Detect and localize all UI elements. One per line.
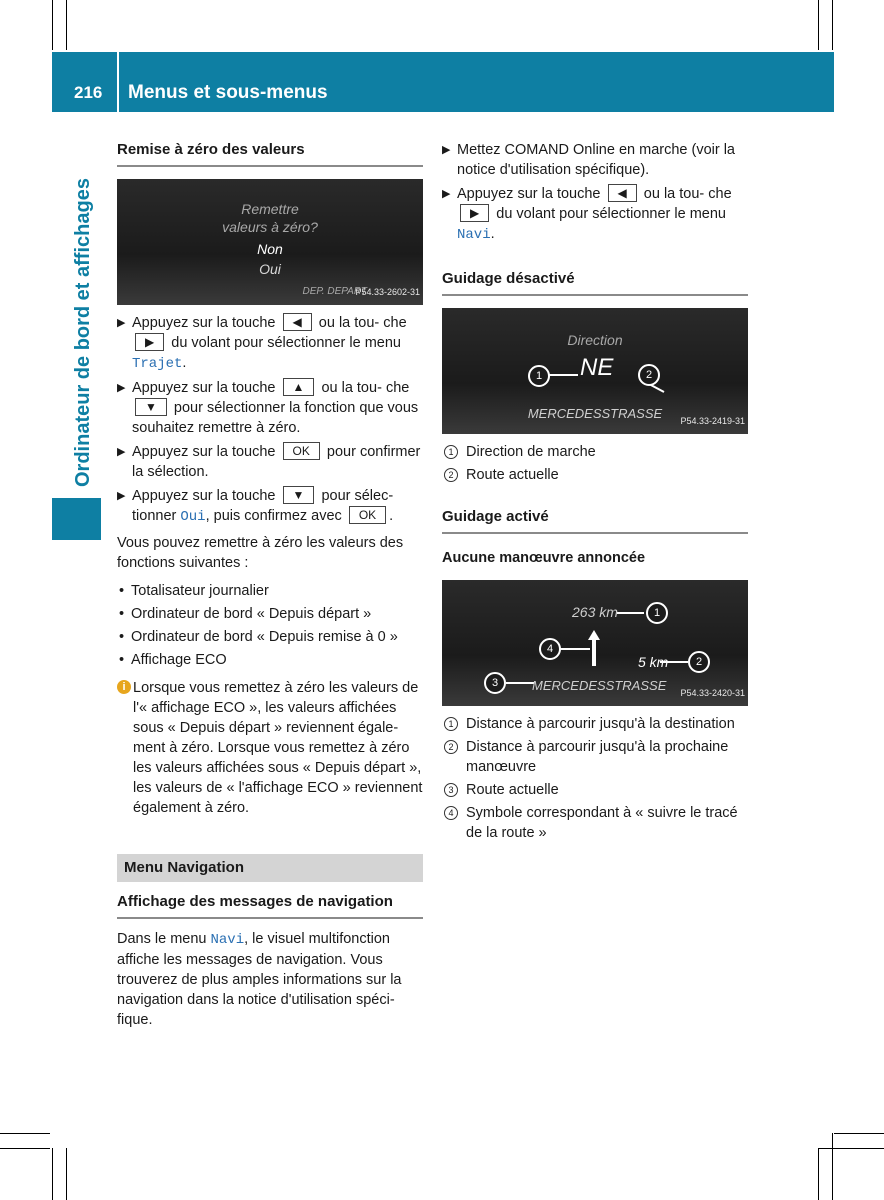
- distance-to-destination: 263 km: [572, 604, 618, 620]
- step-arrow-icon: ▶: [117, 490, 126, 502]
- crop-mark: [818, 0, 819, 50]
- callout-1: 1: [528, 365, 550, 387]
- screen-footer: DEP. DEPART: [302, 286, 367, 297]
- screen-line: Remettre: [241, 201, 299, 217]
- chapter-side-label: Ordinateur de bord et affichages: [72, 178, 94, 487]
- crop-mark: [52, 1148, 53, 1200]
- info-note: [117, 678, 423, 818]
- legend-item: 1 Distance à parcourir jusqu'à la destination: [442, 714, 748, 734]
- step: ▶ Appuyez sur la touche ◀ ou la tou- che ▶ du volant pour sélectionner le menu Navi.: [442, 186, 732, 243]
- crop-mark: [66, 0, 67, 50]
- crop-mark: [834, 1133, 884, 1134]
- legend-number: 1: [444, 445, 458, 459]
- screen-direction-value: NE: [580, 354, 614, 381]
- screen-street: MERCEDESSTRASSE: [532, 678, 667, 693]
- screen-guidance-on: [442, 580, 748, 706]
- nav-paragraph: Dans le menu Navi, le visuel multifonction affiche les messages de navigation. Vous trouverez de plus amples informations sur la navigation dans la notice d'utilisation spécifique.: [117, 931, 402, 1028]
- info-text: Lorsque vous remettez à zéro les valeurs de l'« affichage ECO », les valeurs affichées sous « Depuis départ » reviennent également à zéro. Lorsque vous remettez à zéro les valeurs affichées sous « Depuis départ », les valeurs de « l'affichage ECO » reviennent également à zéro.: [133, 680, 423, 816]
- step-arrow-icon: ▶: [442, 188, 451, 200]
- figure-code: P54.33-2419-31: [680, 416, 745, 426]
- crop-mark: [66, 1148, 67, 1200]
- callout-4: 4: [539, 638, 561, 660]
- step-arrow-icon: ▶: [117, 382, 126, 394]
- legend-number: 4: [444, 806, 458, 820]
- legend-item: 3 Route actuelle: [442, 780, 748, 800]
- distance-to-maneuver: 5 km: [638, 654, 669, 670]
- header-divider: [117, 52, 119, 112]
- list-item: • Affichage ECO: [117, 650, 423, 670]
- legend-number: 2: [444, 468, 458, 482]
- legend-item: 2 Route actuelle: [442, 465, 748, 485]
- crop-mark: [832, 0, 833, 50]
- list-item: • Ordinateur de bord « Depuis remise à 0 »: [117, 627, 423, 647]
- step: ▶ Appuyez sur la touche ▼ pour sélec- tionner Oui, puis confirmez avec OK .: [117, 488, 394, 525]
- chapter-tab-marker: [52, 498, 101, 540]
- list-item: • Ordinateur de bord « Depuis départ »: [117, 604, 423, 624]
- step-arrow-icon: ▶: [442, 144, 451, 156]
- menu-name: Trajet: [132, 356, 183, 372]
- section-heading-guidance-off: Guidage désactivé: [442, 269, 748, 296]
- callout-2: 2: [638, 364, 660, 386]
- step: ▶ Appuyez sur la touche ◀ ou la tou- che ▶ du volant pour sélectionner le menu Trajet.: [117, 315, 407, 372]
- page-title: Menus et sous-menus: [128, 82, 328, 103]
- legend-number: 2: [444, 740, 458, 754]
- key-down: ▼: [135, 398, 167, 416]
- legend-number: 1: [444, 717, 458, 731]
- callout-1: 1: [646, 602, 668, 624]
- step: ▶ Appuyez sur la touche ▲ ou la tou- che ▼ pour sélectionner la fonction que vous souhaitez remettre à zéro.: [117, 380, 419, 436]
- page-number: 216: [74, 83, 103, 102]
- key-right: ▶: [135, 333, 164, 351]
- legend-item: 4 Symbole correspondant à « suivre le tracé de la route »: [442, 803, 748, 843]
- section-heading-navigation: Menu Navigation: [117, 854, 423, 882]
- screen-direction-label: Direction: [567, 332, 623, 348]
- menu-name: Navi: [457, 227, 491, 243]
- info-icon: i: [117, 680, 131, 694]
- intro-paragraph: Vous pouvez remettre à zéro les valeurs des fonctions suivantes :: [117, 535, 404, 571]
- crop-mark: [832, 1133, 833, 1200]
- screen-reset-values: [117, 179, 423, 305]
- section-heading-reset: Remise à zéro des valeurs: [117, 140, 423, 167]
- menu-name: Oui: [180, 509, 206, 525]
- left-column: [117, 140, 423, 1038]
- section-heading-nav-messages: Affichage des messages de navigation: [117, 892, 423, 919]
- key-left: ◀: [283, 313, 312, 331]
- key-down: ▼: [283, 486, 315, 504]
- crop-mark: [818, 1148, 819, 1200]
- step: ▶ Appuyez sur la touche OK pour confirmer la sélection.: [117, 444, 421, 480]
- menu-name: Navi: [210, 932, 245, 948]
- key-right: ▶: [460, 204, 489, 222]
- step: ▶ Mettez COMAND Online en marche (voir la notice d'utilisation spécifique).: [442, 142, 735, 178]
- step-arrow-icon: ▶: [117, 317, 126, 329]
- figure-code: P54.33-2602-31: [355, 287, 420, 297]
- screen-line: valeurs à zéro?: [222, 219, 318, 235]
- legend-number: 3: [444, 783, 458, 797]
- list-item: • Totalisateur journalier: [117, 581, 423, 601]
- crop-mark: [52, 0, 53, 50]
- key-ok: OK: [349, 506, 386, 524]
- section-heading-guidance-on: Guidage activé: [442, 507, 748, 534]
- key-up: ▲: [283, 378, 315, 396]
- figure-code: P54.33-2420-31: [680, 688, 745, 698]
- sub-heading-no-maneuver: Aucune manœuvre annoncée: [442, 550, 646, 566]
- screen-option-non: Non: [257, 241, 283, 257]
- crop-mark: [818, 1148, 884, 1149]
- crop-mark: [0, 1148, 50, 1149]
- step-arrow-icon: ▶: [117, 446, 126, 458]
- right-column: [442, 140, 748, 846]
- legend-item: 1 Direction de marche: [442, 442, 748, 462]
- crop-mark: [0, 1133, 50, 1134]
- callout-3: 3: [484, 672, 506, 694]
- legend-item: 2 Distance à parcourir jusqu'à la prochaine manœuvre: [442, 737, 748, 777]
- callout-2: 2: [688, 651, 710, 673]
- screen-street: MERCEDESSTRASSE: [527, 406, 663, 421]
- key-left: ◀: [608, 184, 637, 202]
- screen-guidance-off: [442, 308, 748, 434]
- screen-option-oui: Oui: [259, 261, 281, 277]
- key-ok: OK: [283, 442, 320, 460]
